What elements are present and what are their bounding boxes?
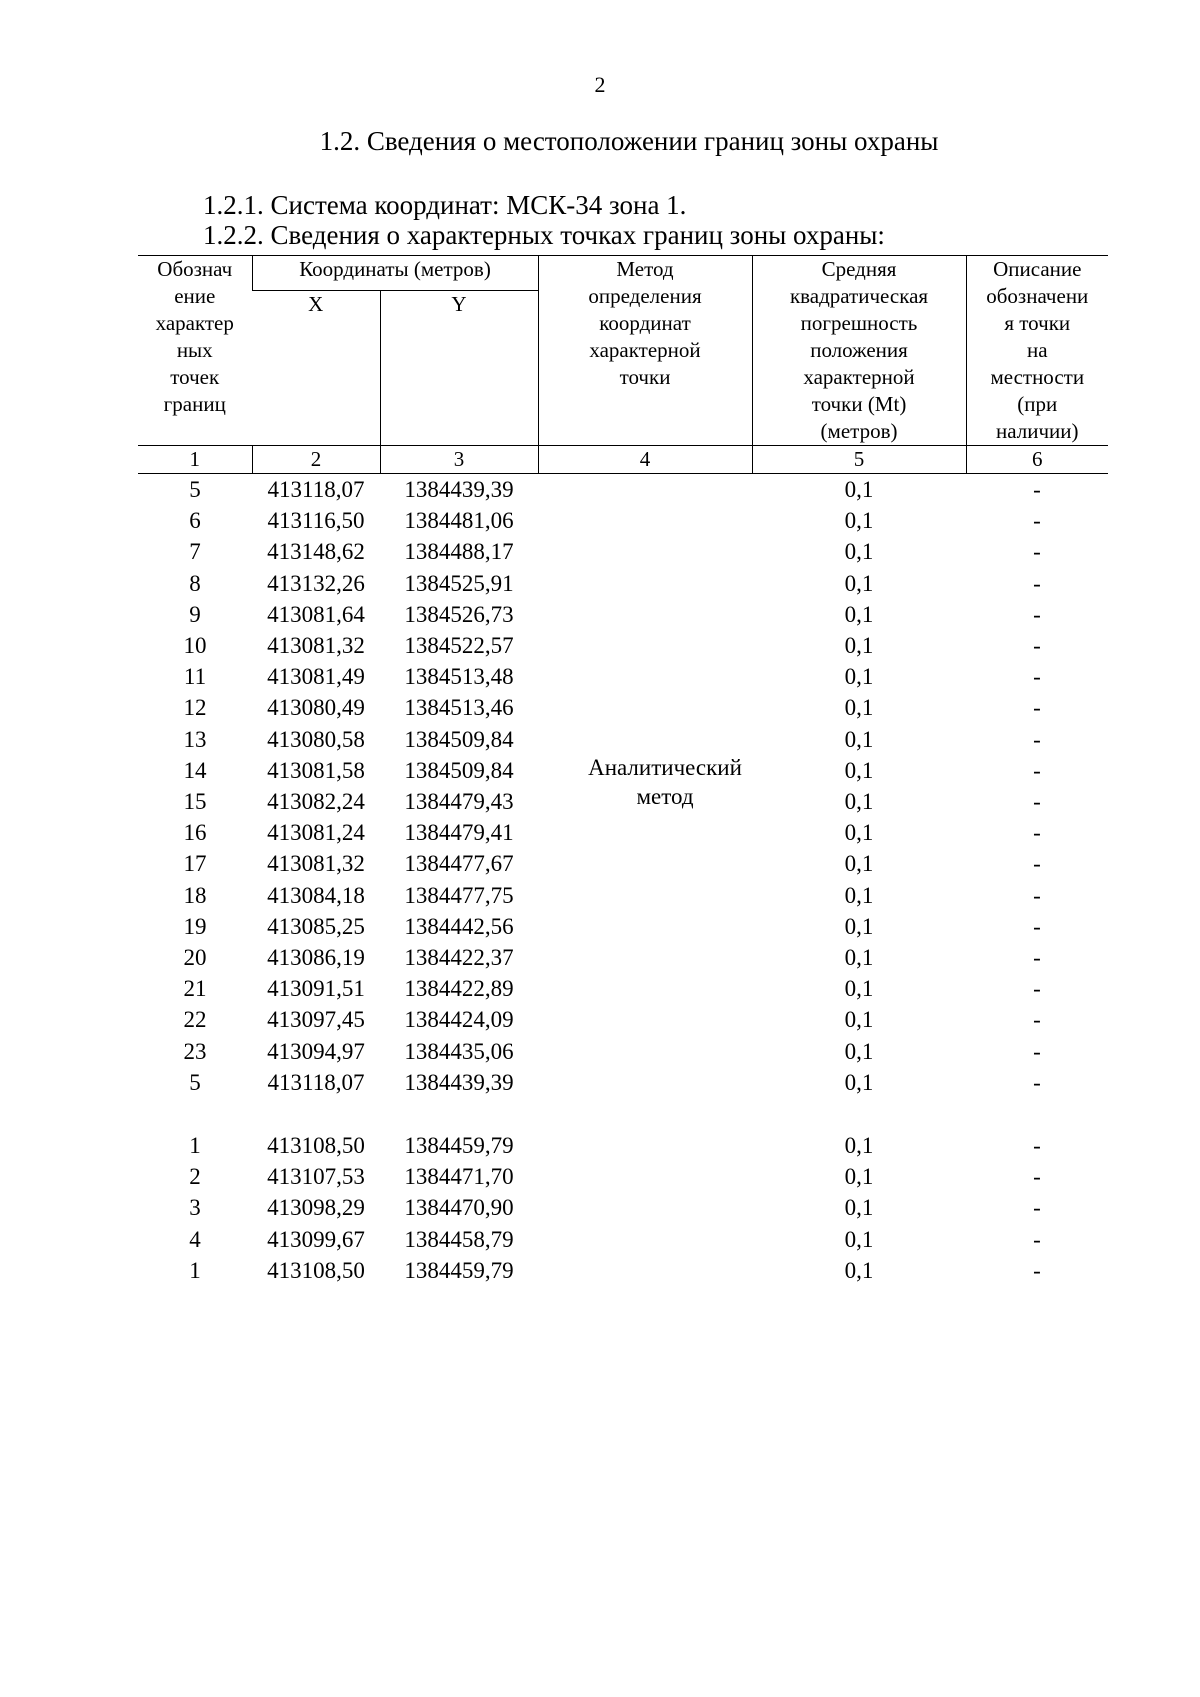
mean-square-error-cell: 0,1 [844, 1226, 874, 1252]
point-number-cell: 15 [183, 789, 207, 815]
description-cell: - [1033, 789, 1041, 815]
description-cell: - [1033, 1164, 1041, 1190]
y-coordinate-cell: 1384479,43 [404, 789, 514, 815]
point-number-cell: 21 [183, 976, 207, 1002]
x-coordinate-cell: 413099,67 [267, 1226, 365, 1252]
y-coordinate-cell: 1384459,79 [404, 1257, 514, 1283]
point-number-cell: 22 [183, 1007, 207, 1033]
mean-square-error-cell: 0,1 [844, 570, 874, 596]
column-number: 4 [538, 446, 752, 474]
point-number-cell: 4 [189, 1226, 201, 1252]
mean-square-error-cell: 0,1 [844, 695, 874, 721]
header-line: я точки [1004, 311, 1071, 335]
mean-square-error-cell: 0,1 [844, 820, 874, 846]
y-coordinate-cell: 1384422,37 [404, 945, 514, 971]
y-coordinate-cell: 1384435,06 [404, 1038, 514, 1064]
column-number: 5 [752, 446, 966, 474]
header-line: погрешность [800, 311, 918, 335]
x-coordinate-cell: 413108,50 [267, 1133, 365, 1159]
mean-square-error-cell: 0,1 [844, 976, 874, 1002]
point-number-cell: 10 [183, 633, 207, 659]
y-coordinate-cell: 1384459,79 [404, 1133, 514, 1159]
x-coordinate-cell: 413118,07 [267, 1069, 365, 1095]
x-coordinate-cell: 413091,51 [267, 976, 365, 1002]
description-cell: - [1033, 664, 1041, 690]
header-y: Y [380, 291, 538, 446]
header-line: наличии) [996, 419, 1079, 443]
mean-square-error-cell: 0,1 [844, 913, 874, 939]
x-coordinate-cell: 413107,53 [267, 1164, 365, 1190]
y-coordinate-cell: 1384422,89 [404, 976, 514, 1002]
header-description [966, 256, 1108, 446]
header-line: координат [599, 311, 691, 335]
mean-square-error-cell: 0,1 [844, 851, 874, 877]
description-cell: - [1033, 820, 1041, 846]
description-cell: - [1033, 1007, 1041, 1033]
mean-square-error-cell: 0,1 [844, 1007, 874, 1033]
column-number-row [138, 446, 1108, 474]
point-number-cell: 17 [183, 851, 207, 877]
x-coordinate-cell: 413116,50 [267, 508, 365, 534]
description-cell: - [1033, 570, 1041, 596]
method-cell [538, 474, 752, 1287]
header-line: на [1026, 338, 1048, 362]
mean-square-error-cell: 0,1 [844, 1038, 874, 1064]
header-line: точки (Mt) [811, 392, 907, 416]
point-number-cell: 7 [189, 539, 201, 565]
description-cell: - [1033, 695, 1041, 721]
header-coordinates-group: Координаты (метров) [252, 256, 538, 291]
point-number-cell: 6 [189, 508, 201, 534]
header-line: (метров) [820, 419, 898, 443]
point-number-cell: 9 [189, 601, 201, 627]
header-line: Средняя [821, 257, 897, 281]
y-coordinate-cell: 1384481,06 [404, 508, 514, 534]
description-cell: - [1033, 757, 1041, 783]
y-coordinate-cell: 1384477,67 [404, 851, 514, 877]
table-body [138, 474, 1108, 1287]
point-number-cell: 12 [183, 695, 207, 721]
description-cell: - [1033, 882, 1041, 908]
description-cell: - [1033, 477, 1041, 502]
header-method [538, 256, 752, 446]
description-cell: - [1033, 913, 1041, 939]
mean-square-error-cell: 0,1 [844, 539, 874, 565]
header-line: ных [176, 338, 213, 362]
description-cell: - [1033, 1133, 1041, 1159]
mean-square-error-cell: 0,1 [844, 508, 874, 534]
header-line: Описание [993, 257, 1082, 281]
header-line: ение [174, 284, 216, 308]
description-cell: - [1033, 851, 1041, 877]
header-line: границ [163, 392, 226, 416]
description-cell: - [1033, 1069, 1041, 1095]
y-coordinate-cell: 1384525,91 [404, 570, 514, 596]
mean-square-error-cell: 0,1 [844, 477, 874, 502]
page-number: 2 [594, 72, 606, 97]
x-coordinate-cell: 413108,50 [267, 1257, 365, 1283]
column-number: 3 [380, 446, 538, 474]
x-coordinate-cell: 413081,58 [267, 757, 365, 783]
header-line: точки [619, 365, 671, 389]
y-coordinate-cell: 1384522,57 [404, 633, 514, 659]
header-point-designation [138, 256, 252, 446]
x-coordinate-cell: 413148,62 [267, 539, 365, 565]
point-number-cell: 1 [189, 1257, 201, 1283]
y-coordinate-cell: 1384471,70 [404, 1164, 514, 1190]
point-number-cell: 2 [189, 1164, 201, 1190]
column-number: 1 [138, 446, 252, 474]
subsection-coordinate-system: 1.2.1. Система координат: МСК-34 зона 1. [203, 190, 687, 220]
point-number-cell: 14 [183, 757, 207, 783]
description-cell: - [1033, 633, 1041, 659]
mean-square-error-cell: 0,1 [844, 664, 874, 690]
header-line: квадратическая [789, 284, 929, 308]
y-coordinate-cell: 1384526,73 [404, 601, 514, 627]
y-coordinate-cell: 1384477,75 [404, 882, 514, 908]
y-coordinate-cell: 1384439,39 [404, 1069, 514, 1095]
section-title: 1.2. Сведения о местоположении границ зоны охраны [319, 126, 939, 156]
y-coordinate-cell: 1384479,41 [404, 820, 514, 846]
description-cell: - [1033, 539, 1041, 565]
y-coordinate-cell: 1384442,56 [404, 913, 514, 939]
header-line: (при [1017, 392, 1058, 416]
y-coordinate-cell: 1384488,17 [404, 539, 514, 565]
mean-square-error-cell: 0,1 [844, 789, 874, 815]
x-coordinate-cell: 413080,49 [267, 695, 365, 721]
x-coordinate-cell: 413084,18 [267, 882, 365, 908]
column-number: 6 [966, 446, 1108, 474]
column-number: 2 [252, 446, 380, 474]
mean-square-error-cell: 0,1 [844, 633, 874, 659]
mean-square-error-cell: 0,1 [844, 1069, 874, 1095]
y-coordinate-cell: 1384458,79 [404, 1226, 514, 1252]
y-coordinate-cell: 1384509,84 [404, 757, 514, 783]
point-number-cell: 11 [183, 664, 207, 690]
point-number-cell: 5 [189, 477, 201, 502]
y-coordinate-cell: 1384509,84 [404, 726, 514, 752]
description-cell: - [1033, 508, 1041, 534]
y-coordinate-cell: 1384439,39 [404, 477, 514, 502]
subsection-points-heading: 1.2.2. Сведения о характерных точках границ зоны охраны: [203, 220, 885, 250]
x-coordinate-cell: 413082,24 [267, 789, 365, 815]
mean-square-error-cell: 0,1 [844, 1164, 874, 1190]
description-cell: - [1033, 945, 1041, 971]
y-coordinate-cell: 1384470,90 [404, 1195, 514, 1221]
method-line: метод [636, 783, 694, 809]
point-number-cell: 5 [189, 1069, 201, 1095]
x-coordinate-cell: 413098,29 [267, 1195, 365, 1221]
header-line: Обознач [157, 257, 233, 281]
point-number-cell: 23 [183, 1038, 207, 1064]
point-number-cell: 13 [183, 726, 207, 752]
header-line: определения [588, 284, 702, 308]
point-number-cell: 16 [183, 820, 207, 846]
point-number-cell: 3 [189, 1195, 201, 1221]
description-cell: - [1033, 726, 1041, 752]
x-coordinate-cell: 413081,32 [267, 851, 365, 877]
point-number-cell: 20 [183, 945, 207, 971]
mean-square-error-cell: 0,1 [844, 1133, 874, 1159]
x-coordinate-cell: 413097,45 [267, 1007, 365, 1033]
y-coordinate-cell: 1384513,46 [404, 695, 514, 721]
coordinates-table [138, 255, 1108, 1286]
header-line: характерной [589, 338, 701, 362]
point-number-cell: 18 [183, 882, 207, 908]
x-coordinate-cell: 413081,24 [267, 820, 365, 846]
y-coordinate-cell: 1384424,09 [404, 1007, 514, 1033]
description-cell: - [1033, 1257, 1041, 1283]
point-number-cell: 1 [189, 1133, 201, 1159]
description-cell: - [1033, 1195, 1041, 1221]
point-number-cell: 8 [189, 570, 201, 596]
header-line: положения [810, 338, 908, 362]
header-line: точек [170, 365, 220, 389]
x-coordinate-cell: 413081,32 [267, 633, 365, 659]
mean-square-error-cell: 0,1 [844, 945, 874, 971]
mean-square-error-cell: 0,1 [844, 1195, 874, 1221]
header-line: местности [990, 365, 1085, 389]
mean-square-error-cell: 0,1 [844, 1257, 874, 1283]
mean-square-error-cell: 0,1 [844, 601, 874, 627]
mean-square-error-cell: 0,1 [844, 757, 874, 783]
header-line: обозначени [986, 284, 1089, 308]
description-cell: - [1033, 601, 1041, 627]
description-cell: - [1033, 976, 1041, 1002]
mean-square-error-cell: 0,1 [844, 726, 874, 752]
point-number-cell: 19 [183, 913, 207, 939]
table-row [138, 474, 1108, 506]
x-coordinate-cell: 413081,64 [267, 601, 365, 627]
x-coordinate-cell: 413132,26 [267, 570, 365, 596]
x-coordinate-cell: 413094,97 [267, 1038, 365, 1064]
x-coordinate-cell: 413080,58 [267, 726, 365, 752]
x-coordinate-cell: 413085,25 [267, 913, 365, 939]
method-line: Аналитический [588, 754, 742, 780]
x-coordinate-cell: 413081,49 [267, 664, 365, 690]
description-cell: - [1033, 1226, 1041, 1252]
header-line: Метод [616, 257, 674, 281]
header-mean-square-error [752, 256, 966, 446]
header-line: характерной [803, 365, 915, 389]
header-x: X [252, 291, 380, 446]
y-coordinate-cell: 1384513,48 [404, 664, 514, 690]
description-cell: - [1033, 1038, 1041, 1064]
x-coordinate-cell: 413118,07 [267, 477, 365, 502]
x-coordinate-cell: 413086,19 [267, 945, 365, 971]
header-line: характер [155, 311, 234, 335]
mean-square-error-cell: 0,1 [844, 882, 874, 908]
